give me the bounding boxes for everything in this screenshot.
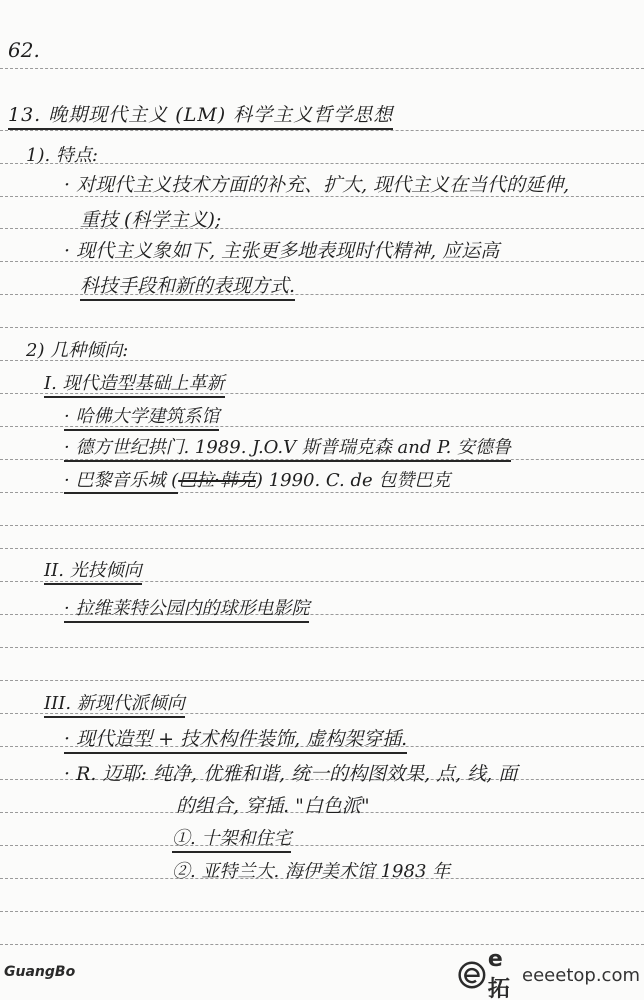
ruled-line (0, 647, 644, 648)
trend-3-item-1: · 现代造型 + 技术构件装饰, 虚构架穿插. (64, 724, 407, 754)
trend-1-item-1: · 哈佛大学建筑系馆 (64, 402, 219, 431)
trend-1-item-3-suffix: ) 1990. C. de 包赞巴克 (255, 470, 451, 491)
notebook-brand: GuangBo (4, 964, 76, 980)
trend-3-heading: III. 新现代派倾向 (44, 689, 185, 718)
page-number: 62. (8, 38, 40, 62)
trend-1-heading: I. 现代造型基础上革新 (44, 369, 225, 398)
site-watermark (458, 947, 640, 1000)
trend-1-item-3 (64, 466, 450, 492)
section-heading: 13. 晚期现代主义 (LM) 科学主义哲学思想 (8, 100, 393, 130)
ruled-line (0, 68, 644, 69)
ruled-line (0, 944, 644, 945)
feature-item-2-line-1: · 现代主义象如下, 主张更多地表现时代精神, 应运高 (64, 240, 500, 262)
trend-1-item-2: · 德方世纪拱门. 1989. J.O.V 斯普瑞克森 and P. 安德鲁 (64, 433, 511, 462)
trend-3-sub-item-1: ①. 十架和住宅 (172, 824, 291, 853)
trend-3-item-2-line-2: 的组合, 穿插. "白色派" (176, 795, 370, 817)
watermark-chinese: e拓 (487, 947, 510, 1000)
ruled-line (0, 525, 644, 526)
ruled-line (0, 327, 644, 328)
ruled-line (0, 845, 644, 846)
trend-2-heading: II. 光技倾向 (44, 556, 142, 585)
feature-item-1-line-2: 重技 (科学主义); (80, 209, 222, 231)
ruled-line (0, 548, 644, 549)
feature-item-2-line-2: 科技手段和新的表现方式. (80, 271, 295, 301)
ruled-line (0, 680, 644, 681)
trend-3-sub-item-2: ②. 亚特兰大. 海伊美术馆 1983 年 (172, 861, 451, 882)
trend-1-item-3-prefix: · 巴黎音乐城 ( (64, 470, 178, 494)
trend-2-item-1: · 拉维莱特公园内的球形电影院 (64, 594, 309, 623)
features-label: 1). 特点: (26, 145, 98, 166)
e-logo-icon (458, 958, 486, 992)
ruled-line (0, 911, 644, 912)
trends-label: 2) 几种倾向: (26, 340, 129, 361)
feature-item-1-line-1: · 对现代主义技术方面的补充、扩大, 现代主义在当代的延伸, (64, 174, 570, 196)
trend-1-item-3-struck: 巴拉·韩克 (178, 470, 256, 491)
ruled-line (0, 130, 644, 131)
trend-3-item-2-line-1: · R. 迈耶: 纯净, 优雅和谐, 统一的构图效果, 点, 线, 面 (64, 763, 518, 785)
watermark-url: eeeetop.com (522, 964, 640, 986)
